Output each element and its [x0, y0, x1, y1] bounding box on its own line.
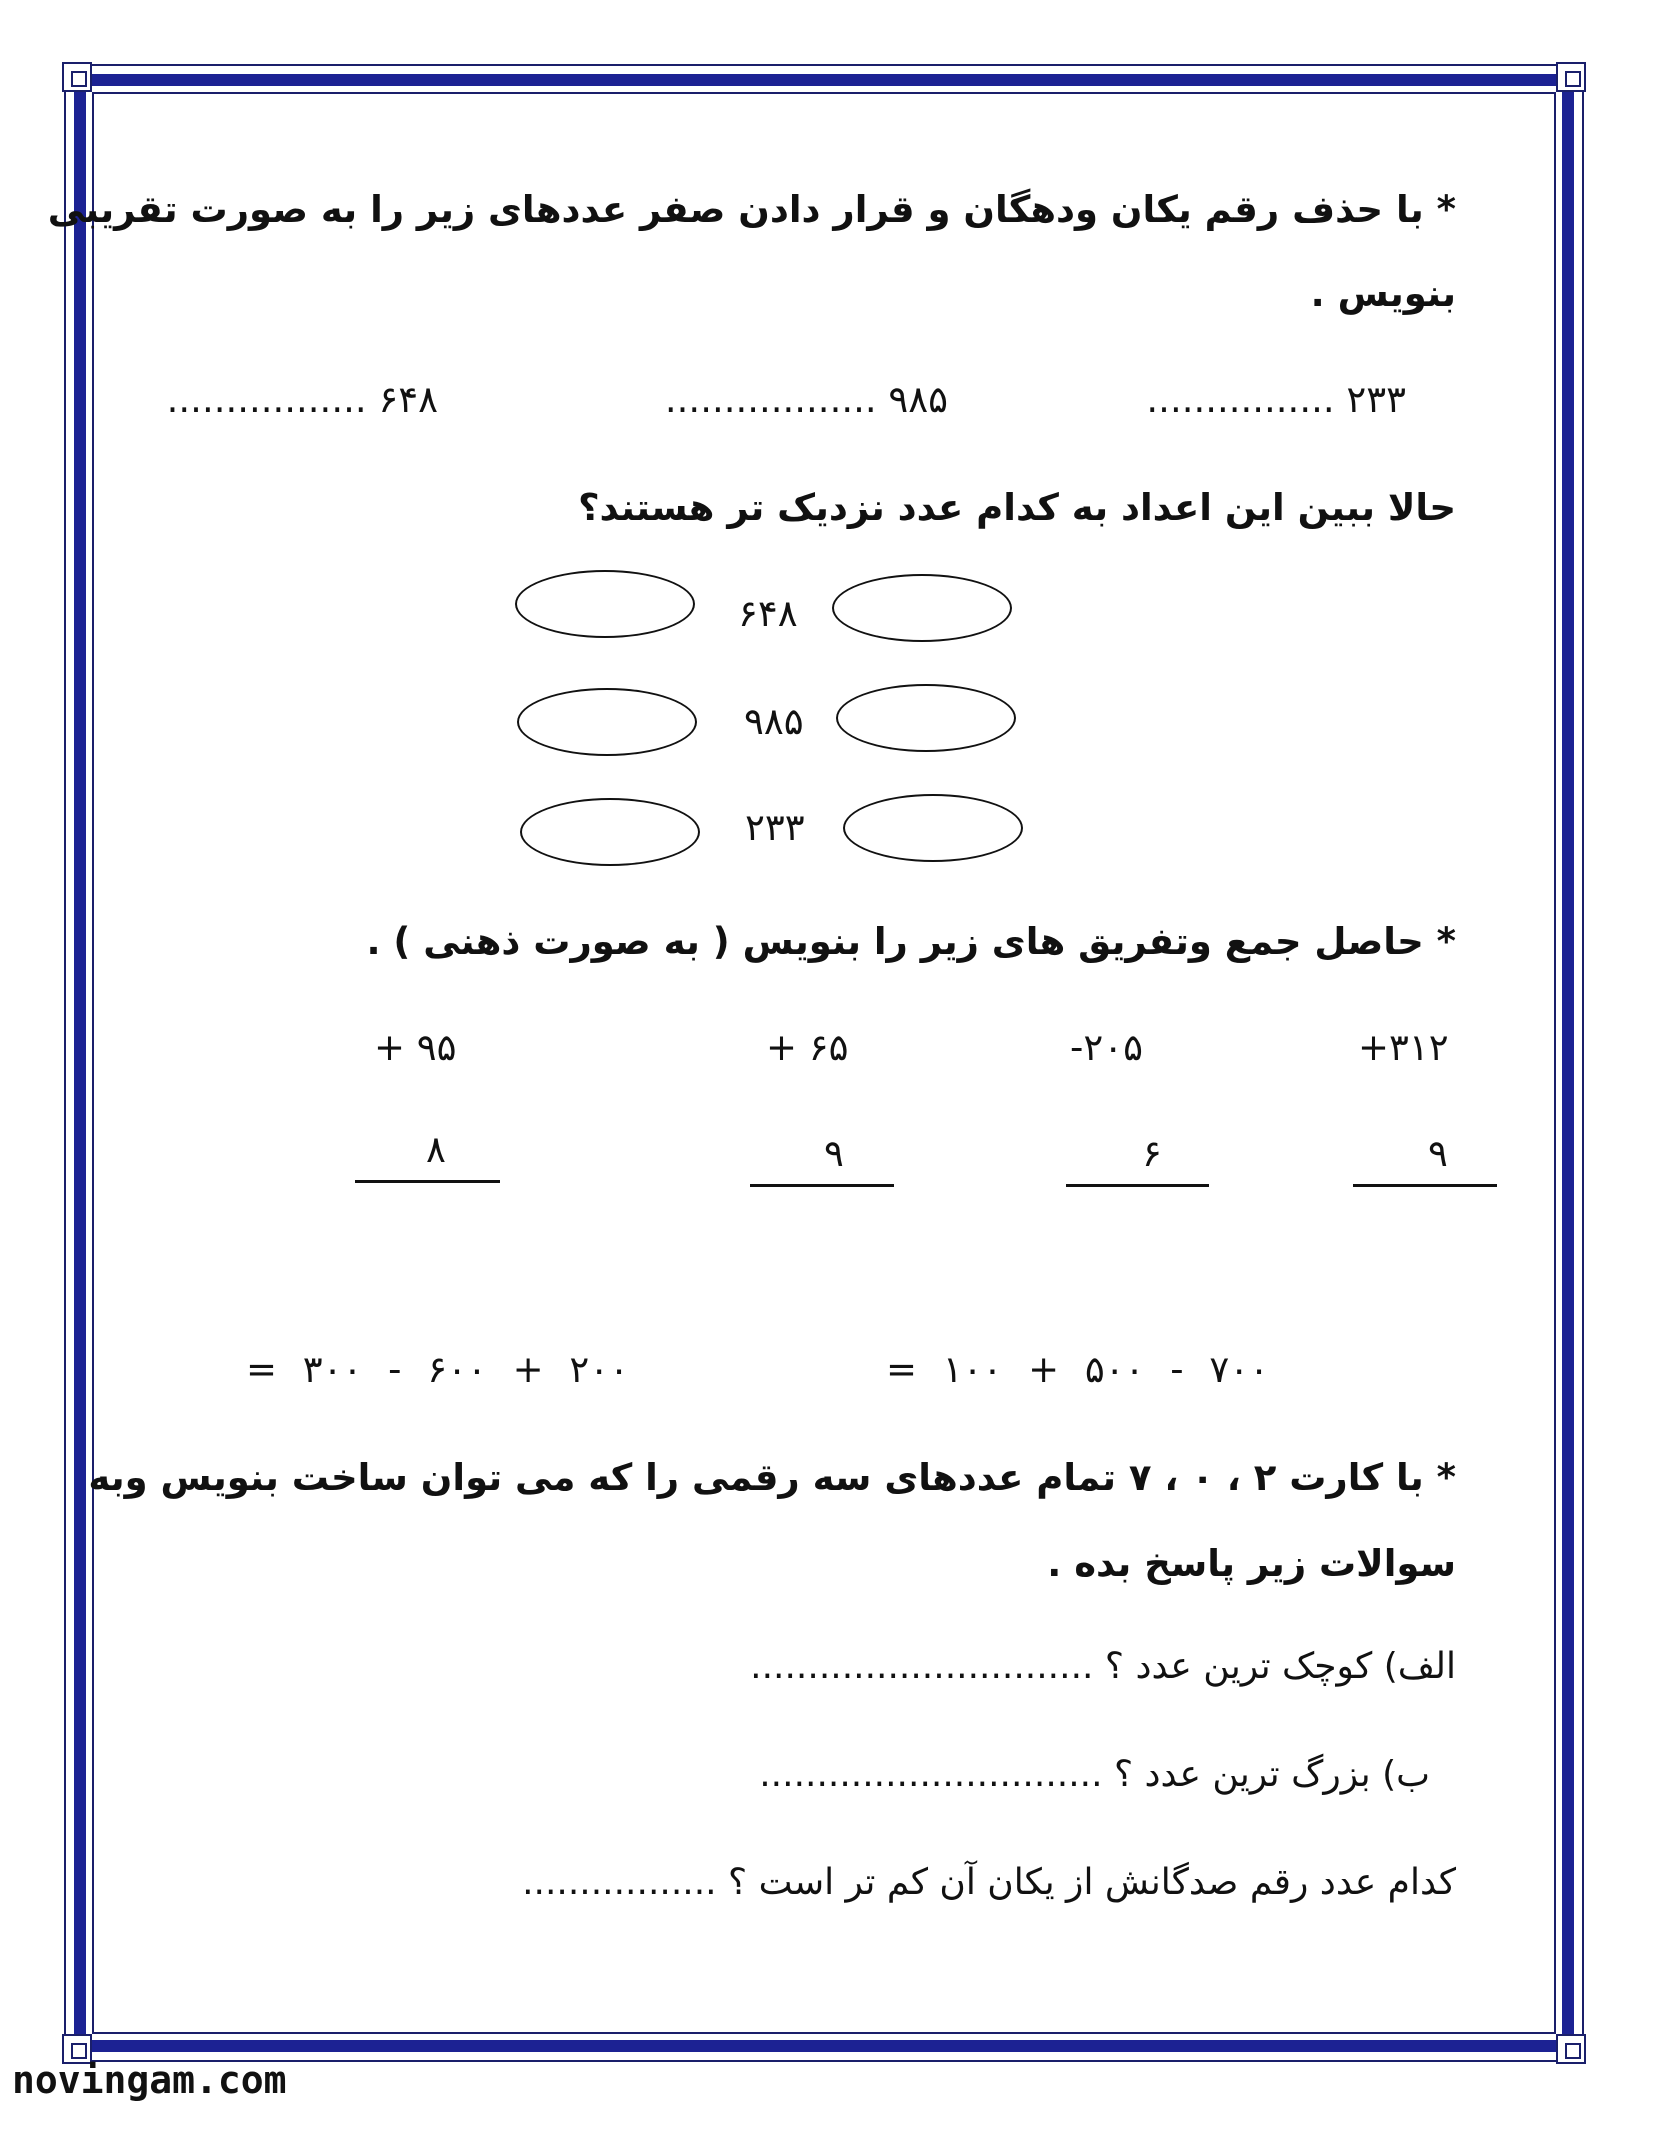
problem-3-top: + ۶۵ — [766, 1026, 849, 1069]
rounding-answer-blank[interactable]: .................. — [664, 378, 877, 421]
oval-number-1: ۶۴۸ — [738, 592, 798, 635]
rounding-number: ۲۳۳ — [1346, 378, 1406, 421]
expression-left: ۲۰۰ + ۶۰۰ - ۳۰۰ = — [246, 1348, 630, 1391]
rounding-number: ۹۸۵ — [888, 378, 948, 421]
question-4-line-1: * با کارت ۲ ، ۰ ، ۷ تمام عددهای سه رقمی را که می توان ساخت بنویس وبه — [88, 1456, 1456, 1499]
problem-2-answer-line[interactable] — [1066, 1184, 1209, 1187]
expression-right: ۷۰۰ - ۵۰۰ + ۱۰۰ = — [886, 1348, 1270, 1391]
problem-3-answer-line[interactable] — [750, 1184, 894, 1187]
question-2-title: حالا ببین این اعداد به کدام عدد نزدیک تر هستند؟ — [578, 486, 1456, 529]
rounding-item-3 — [167, 378, 438, 421]
rounding-item-2 — [665, 378, 948, 421]
answer-oval-right-2[interactable] — [836, 684, 1016, 752]
answer-oval-left-3[interactable] — [520, 798, 700, 866]
problem-1-top: +۳۱۲ — [1358, 1026, 1449, 1069]
question-4-part-a[interactable]: الف) کوچک ترین عدد ؟ .............................. — [750, 1646, 1456, 1687]
question-4-line-2: سوالات زیر پاسخ بده . — [1047, 1542, 1456, 1585]
oval-number-2: ۹۸۵ — [744, 700, 804, 743]
answer-oval-left-1[interactable] — [515, 570, 695, 638]
rounding-answer-blank[interactable]: ................ — [1146, 378, 1335, 421]
problem-4-answer-line[interactable] — [355, 1180, 500, 1183]
answer-oval-left-2[interactable] — [517, 688, 697, 756]
question-3-title: * حاصل جمع وتفریق های زیر را بنویس ( به صورت ذهنی ) . — [366, 920, 1456, 963]
question-1-line-2: بنویس . — [1310, 272, 1456, 315]
problem-1-bottom: ۹ — [1428, 1132, 1448, 1175]
problem-1-answer-line[interactable] — [1353, 1184, 1497, 1187]
site-watermark: novingam.com — [12, 2058, 287, 2102]
rounding-answer-blank[interactable]: ................. — [166, 378, 367, 421]
answer-oval-right-3[interactable] — [843, 794, 1023, 862]
problem-4-bottom: ۸ — [426, 1128, 446, 1171]
corner-ornament-top-left — [62, 62, 92, 92]
problem-2-top: -۲۰۵ — [1070, 1026, 1143, 1069]
question-1-line-1: * با حذف رقم یکان ودهگان و قرار دادن صفر عددهای زیر را به صورت تقریبی — [47, 188, 1456, 231]
answer-oval-right-1[interactable] — [832, 574, 1012, 642]
problem-3-bottom: ۹ — [824, 1132, 844, 1175]
rounding-number: ۶۴۸ — [378, 378, 438, 421]
problem-4-top: + ۹۵ — [374, 1026, 457, 1069]
question-4-part-c[interactable]: کدام عدد رقم صدگانش از یکان آن کم تر است ؟ ................. — [522, 1862, 1456, 1903]
question-4-part-b[interactable]: ب) بزرگ ترین عدد ؟ .............................. — [759, 1754, 1430, 1795]
corner-ornament-bottom-right — [1556, 2034, 1586, 2064]
oval-number-3: ۲۳۳ — [745, 806, 805, 849]
problem-2-bottom: ۶ — [1142, 1132, 1162, 1175]
corner-ornament-top-right — [1556, 62, 1586, 92]
rounding-item-1 — [1146, 378, 1406, 421]
